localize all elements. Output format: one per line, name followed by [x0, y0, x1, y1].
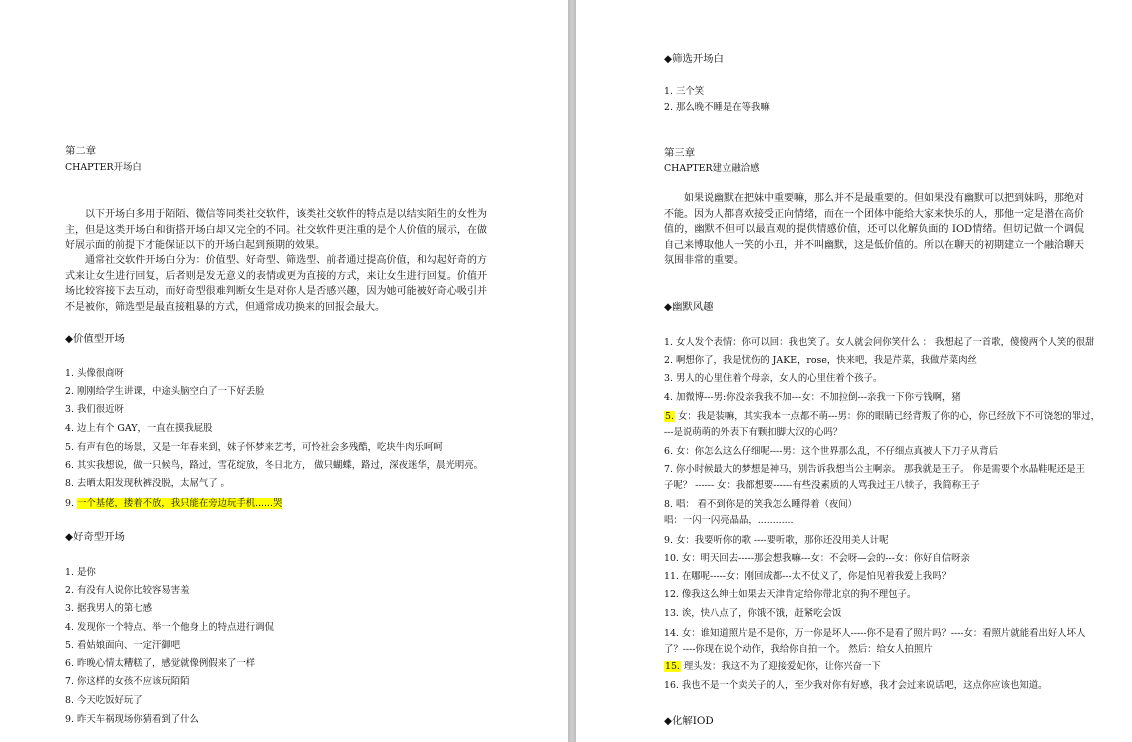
list-item-text: 是你: [76, 567, 96, 578]
list-item-number: 1.: [65, 567, 77, 578]
list-item-number: 5.: [65, 640, 77, 651]
list-item-number: 1.: [664, 86, 676, 97]
list-item-text: 唱： 看不到你是的笑我怎么睡得着（夜间）: [675, 499, 858, 510]
list-item-text: ---是说萌萌的外表下有颗扣脚大汉的心吗？: [664, 427, 843, 438]
section-heading-value: ◆价值型开场: [65, 333, 125, 345]
list-item-text: 女人发个表情：你可以回：我也笑了。女人就会问你笑什么 ： 我想起了一首歌，傻傻两个人笑的很甜: [675, 337, 1095, 348]
list-item-text: 我也不是一个卖关子的人，至少我对你有好感，我才会过来说话吧，这点你应该也知道。: [681, 680, 1048, 691]
list-item-number: 1.: [65, 368, 77, 379]
list-item-text: 有声有色的场景，又是一年春来到，妹子怀梦来艺考，可怜社会多残酷，吃块牛肉乐呵呵: [76, 442, 443, 453]
chapter-title: 第二章: [65, 145, 97, 157]
chapter-subtitle: CHAPTER建立融洽感: [664, 163, 760, 174]
list-item: [65, 601, 152, 617]
list-item-text: 女：明天回去-----那会想我嘛---女：不会呀—会的---女：你好自信呀亲: [681, 553, 970, 564]
list-item: [664, 533, 888, 549]
section-heading-filter: ◆筛选开场白: [664, 53, 724, 65]
list-item: [664, 551, 970, 567]
list-item-number: 5.: [665, 411, 674, 422]
list-item-number: 14.: [664, 628, 679, 639]
list-item: [65, 366, 124, 382]
list-item: [65, 712, 199, 728]
list-item-number: 6.: [65, 460, 77, 471]
list-item-text: 理头发：我这不为了迎接爱妃你，让你兴奋一下: [683, 661, 881, 672]
list-item: [65, 421, 213, 437]
list-item-number: 8.: [664, 499, 673, 510]
list-item-text: 在哪呢-----女：刚回成都---太不仗义了，你是怕见着我爱上我吗？: [681, 571, 952, 582]
list-item-text: 去晒太阳发现秋裤没脱，太屌气了 。: [76, 478, 230, 489]
list-item-number: 7.: [664, 464, 673, 475]
list-item-number: 8.: [65, 695, 77, 706]
section-heading-curiosity: ◆好奇型开场: [65, 531, 125, 543]
list-item-number: 3.: [65, 603, 77, 614]
list-item-number: 7.: [65, 676, 77, 687]
list-item-number: 2.: [65, 386, 77, 397]
list-item: [664, 569, 951, 585]
list-item-text: 女：我要听你的歌 ----要听歌，那你还没用美人计呢: [675, 535, 889, 546]
list-item-text: 啊想你了，我是忧伤的 JAKE，rose，快来吧，我是芹菜，我做芹菜肉丝: [675, 355, 977, 366]
page-gutter: [568, 0, 576, 742]
list-item-text: 三个笑: [675, 86, 705, 97]
list-item-number: 6.: [664, 446, 673, 457]
chapter3-intro: 如果说幽默在把妹中重要嘛，那么并不是最重要的。但如果没有幽默可以把到妹吗，那绝对不能。因为人都喜欢接受正向情绪，而在一个团体中能给大家来快乐的人，那他一定是潜在高价值的，幽默不但可以最直观的提供情感价值，还可以化解负面的 IOD情绪。但切记做一个调侃自己来博取他人一笑的小丑，并不叫幽默，这是低价值的。所以在聊天的初期建立一个融洽聊天氛围非常的重要。: [664, 193, 1084, 266]
list-item-number: 8.: [65, 478, 77, 489]
list-item: [664, 678, 1048, 694]
list-item-number: 9.: [65, 498, 77, 509]
list-item-number: 9.: [664, 535, 673, 546]
chapter-title: 第三章: [664, 147, 696, 159]
list-item-number: 3.: [65, 404, 77, 415]
list-item-continuation: [664, 478, 980, 494]
list-item: [664, 390, 961, 406]
list-item-text: 女：你怎么这么仔细呢----男：这个世界那么乱，不仔细点真被人下刀子从背后: [675, 446, 998, 457]
list-item-text: 了？----你现在说个动作，我给你自拍一个。 然后：给女人拍照片: [664, 644, 933, 655]
section-heading-humor: ◆幽默风趣: [664, 301, 714, 313]
list-item-text: 像我这么绅士如果去天津肯定给你带北京的狗不理包子。: [681, 589, 917, 600]
list-item-text: 一个基佬，搂着不放，我只能在旁边玩手机......哭: [76, 498, 283, 509]
list-item-number: 4.: [664, 392, 673, 403]
list-item-number: 5.: [65, 442, 77, 453]
list-item: [664, 353, 977, 369]
list-item-number: 10.: [664, 553, 679, 564]
list-item-text: 其实我想说，做一只候鸟，路过，雪花绽放，冬日北方， 做只蝴蝶，路过，深夜迷华，晨光明亮。: [76, 460, 484, 471]
list-item-number: 2.: [664, 102, 676, 113]
list-item-text: 头像很商呀: [76, 368, 124, 379]
list-item-number: 13.: [664, 608, 679, 619]
list-item-text: 昨晚心情太糟糕了，感觉就像例假来了一样: [76, 658, 256, 669]
list-item-text: 加微博---男:你没亲我我不加---女：不加拉倒---亲我一下你亏钱啊，猪: [675, 392, 961, 403]
list-item: [65, 638, 180, 654]
list-item-number: 2.: [664, 355, 673, 366]
list-item-number: 2.: [65, 585, 77, 596]
list-item: [664, 587, 916, 603]
list-item: [65, 620, 274, 636]
list-item: [664, 100, 770, 116]
list-item-number: 3.: [664, 373, 673, 384]
list-item-number: 12.: [664, 589, 679, 600]
section-heading-iod: ◆化解IOD: [664, 715, 714, 727]
right-page: [576, 0, 1132, 742]
list-item-text: 女：谁知道照片是不是你，万一你是坏人-----你不是看了照片吗？----女：看照片就能看出好人坏人: [681, 628, 1086, 639]
list-item-text: 子呢？ ------ 女：我都想要------有些没素质的人骂我过王八犊子，我简称王子: [664, 480, 980, 491]
list-item-number: 4.: [65, 622, 77, 633]
list-item: [65, 458, 483, 474]
list-item-text: 我们很近呀: [76, 404, 124, 415]
list-item: [664, 626, 1085, 642]
list-item-text: 昨天车祸现场你猜看到了什么: [76, 714, 199, 725]
list-item: [664, 371, 882, 387]
list-item: [65, 565, 96, 581]
list-item-text: 你小时候最大的梦想是神马，别告诉我想当公主啊亲。 那我就是王子。 你是需要个水晶鞋呢还是王: [675, 464, 1086, 475]
list-item-text: 边上有个 GAY，一直在摸我屁股: [76, 423, 213, 434]
list-item: [664, 444, 998, 460]
list-item-text: 发现你一个特点、举一个他身上的特点进行调侃: [76, 622, 274, 633]
list-item-number: 9.: [65, 714, 77, 725]
list-item: [65, 402, 124, 418]
list-item-number: 1.: [664, 337, 673, 348]
list-item-continuation: [664, 642, 933, 658]
list-item-text: 据我男人的第七感: [76, 603, 152, 614]
list-item: [65, 583, 189, 599]
list-item-text: 女：我是装嘛，其实我本一点都不萌---男：你的眼睛已经背叛了你的心，你已经放下不可饶恕的罪过，: [677, 411, 1100, 422]
list-item-text: 唱：一闪一闪亮晶晶，............: [664, 515, 794, 526]
list-item-number: 4.: [65, 423, 77, 434]
list-item: [664, 497, 857, 513]
list-item: [664, 606, 841, 622]
list-item-text: 诶，快八点了，你饿不饿，赶紧吃会饭: [681, 608, 842, 619]
list-item-number: 15.: [665, 661, 680, 672]
list-item: [65, 440, 443, 456]
list-item-continuation: [664, 425, 842, 441]
list-item: [65, 476, 230, 492]
list-item-text: 男人的心里住着个母亲，女人的心里住着个孩子。: [675, 373, 883, 384]
intro-paragraph-2: 通常社交软件开场白分为：价值型、好奇型、筛选型、前者通过提高价值，和勾起好奇的方式来让女生进行回复，后者则是发无意义的表情或更为直接的方式，来让女生进行回复。价值开场比较容接下去互动，而好奇型很难判断女生是对你人是否感兴趣，因为她可能被好奇心吸引并不是被你，筛选型是最直接粗暴的方式，但通常成功换来的回报会最大。: [65, 255, 487, 313]
list-item-text: 看姑娘面向、一定汗御吧: [76, 640, 181, 651]
list-item: [664, 462, 1085, 478]
list-item-text: 今天吃饭好玩了: [76, 695, 143, 706]
chapter-subtitle: CHAPTER开场白: [65, 162, 142, 173]
list-item-text: 你这样的女孩不应该玩陌陌: [76, 676, 190, 687]
list-item-text: 那么晚不睡是在等我嘛: [675, 102, 770, 113]
list-item: [664, 84, 704, 100]
list-item-number: 6.: [65, 658, 77, 669]
intro-paragraph-1: 以下开场白多用于陌陌、微信等同类社交软件，该类社交软件的特点是以结实陌生的女性为主，但是这类开场白和街搭开场白却又完全的不同。社交软件更注重的是个人价值的展示，在做好展示面的前提下才能保证以下的开场白起到预期的效果。: [65, 209, 487, 251]
list-item: [664, 409, 1100, 425]
list-item-continuation: [664, 513, 794, 529]
list-item-number: 16.: [664, 680, 679, 691]
list-item-number: 11.: [664, 571, 679, 582]
list-item: [65, 496, 282, 512]
list-item-text: 有没有人说你比较容易害羞: [76, 585, 190, 596]
list-item-text: 刚刚给学生讲课，中途头脑空白了一下好丢脸: [76, 386, 265, 397]
list-item: [664, 659, 881, 675]
list-item: [65, 656, 255, 672]
list-item: [65, 674, 189, 690]
list-item: [65, 693, 143, 709]
list-item: [65, 384, 264, 400]
list-item: [664, 335, 1094, 351]
